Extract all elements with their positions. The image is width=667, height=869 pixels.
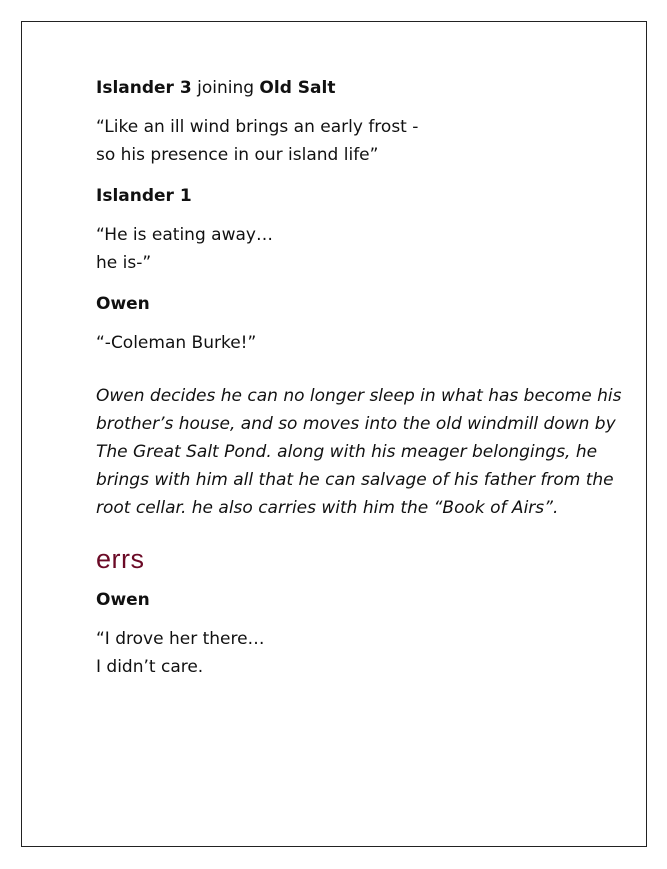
dialogue-block — [96, 113, 586, 169]
speaker-name: Owen — [96, 294, 150, 314]
speaker-name: Owen — [96, 590, 150, 610]
dialogue-line: “-Coleman Burke!” — [96, 333, 257, 353]
speaker-name: Islander 3 — [96, 78, 192, 98]
stage-direction-line: root cellar. he also carries with him the “Book of Airs”. — [96, 498, 559, 518]
dialogue-block — [96, 625, 586, 681]
dialogue-line: “He is eating away… — [96, 225, 273, 245]
speaker-line-islander-3 — [96, 76, 586, 100]
dialogue-line: “I drove her there… — [96, 629, 265, 649]
dialogue-line: “Like an ill wind brings an early frost - — [96, 117, 419, 137]
stage-direction-line: brings with him all that he can salvage of his father from the — [96, 470, 614, 490]
speaker-joiner: joining — [197, 78, 255, 98]
dialogue-line: he is-” — [96, 253, 152, 273]
script-page — [21, 21, 647, 847]
dialogue-block — [96, 221, 586, 277]
stage-direction-line: Owen decides he can no longer sleep in what has become his — [96, 386, 622, 406]
stage-direction-line: brother’s house, and so moves into the old windmill down by — [96, 414, 616, 434]
speaker-name: Islander 1 — [96, 186, 192, 206]
script-content — [96, 76, 622, 696]
speaker-line-owen-final — [96, 588, 586, 612]
speaker-name-secondary: Old Salt — [259, 78, 336, 98]
dialogue-line: I didn’t care. — [96, 657, 204, 677]
dialogue-block — [96, 329, 586, 357]
speaker-line-islander-1 — [96, 184, 586, 208]
speaker-line-owen — [96, 292, 586, 316]
song-title: errs — [96, 544, 145, 574]
dialogue-line: so his presence in our island life” — [96, 145, 379, 165]
stage-direction-line: The Great Salt Pond. along with his meager belongings, he — [96, 442, 598, 462]
stage-direction — [96, 382, 622, 522]
